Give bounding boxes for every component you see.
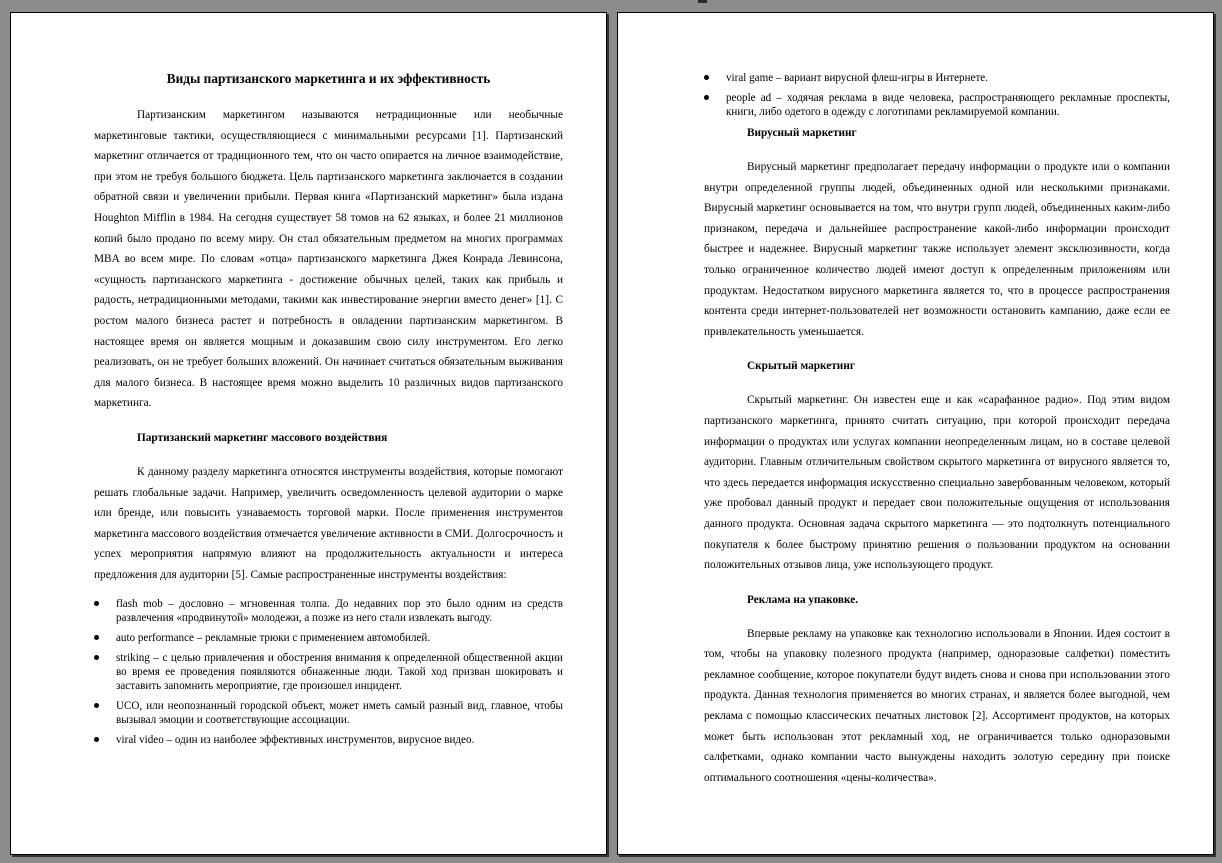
list-item-text: auto performance – рекламные трюки с применением автомобилей. [116, 632, 431, 645]
bullet-icon [704, 75, 709, 80]
list-item [94, 597, 563, 625]
bullet-icon [94, 703, 99, 708]
page-right [617, 12, 1214, 855]
list-item [94, 733, 563, 747]
list-item-text: flash mob – дословно – мгновенная толпа. До недавних пор это было одним из средств развлечения «продвинутой» молодежи, а позже из него стали извлекать выгоду. [116, 598, 563, 625]
page-right-content [618, 13, 1213, 788]
section-heading-viral: Вирусный маркетинг [747, 127, 857, 139]
viral-paragraph: Вирусный маркетинг предполагает передачу информации о продукте или о компании внутри определенной группы людей, объединенных одной или несколькими признаками. Вирусный маркетинг основывается на том, что внутри групп людей, объединенных каким-либо признаком, передача и дальнейшее распространение какой-либо информации происходит быстрее и надежнее. Вирусный маркетинг также использует элемент эксклюзивности, когда только ограниченное количество людей имеют доступ к определенным приложениям или продуктам. Недостатком вирусного маркетинга является то, что в процессе распространения контента среди интернет-пользователей нет возможности остановить кампанию, даже если ее привлекательность уменьшается. [704, 161, 1170, 338]
scroll-position-marker[interactable] [698, 0, 707, 3]
page-left [10, 12, 607, 855]
bullet-icon [94, 655, 99, 660]
list-item-text: viral game – вариант вирусной флеш-игры в Интернете. [726, 72, 988, 84]
section-heading-hidden: Скрытый маркетинг [747, 360, 855, 373]
document-title: Виды партизанского маркетинга и их эффективность [166, 71, 491, 86]
packaging-paragraph: Впервые рекламу на упаковке как технологию использовали в Японии. Идея состоит в том, чтобы на упаковку полезного продукта (например, одноразовые салфетки) поместить рекламное сообщение, которое покупатели будут видеть снова и снова при использовании этого продукта. Данная технология применяется во многих странах, и является более выгодной, чем реклама с помощью классических печатных листовок [2]. Ассортимент продуктов, на которых может быть использован этот рекламный ход, не ограничивается только одноразовыми салфетками, однако компании часто вынуждены находить золотую середину при поиске оптимального соотношения «цены-количества». [704, 627, 1170, 784]
list-item-text: striking – с целью привлечения и обострения внимания к определенной общественной акции во время ее проведения появляются обнаженные люди. Такой ход призван шокировать и заставить запомнить мероприятие, где произошел инцидент. [116, 652, 563, 693]
hidden-paragraph: Скрытый маркетинг. Он известен еще и как «сарафанное радио». Под этим видом партизанского маркетинга, принято считать ситуацию, при которой происходит передача информации о продуктах или услугах компании неопределенным лицам, но в составе целевой аудитории. Главным отличительным свойством скрытого маркетинга от вирусного является то, что здесь передается информация искусственно специально завербованным человеком, который уже пробовал данный продукт и передает свои положительные ощущения от использования данного продукта. Основная задача скрытого маркетинга — это подтолкнуть потенциального покупателя к более быстрому принятию решения о пользовании продуктом на основании положительных отзывов лица, уже использующего продукт. [704, 394, 1170, 572]
list-item-text: viral video – один из наиболее эффективных инструментов, вирусное видео. [116, 734, 475, 747]
intro-paragraph: Партизанским маркетингом называются нетрадиционные или необычные маркетинговые тактики, осуществляющиеся с минимальными ресурсами [1]. Партизанский маркетинг отличается от традиционного тем, что он часто опирается на личное взаимодействие, при этом не требуя большого бюджета. Цель партизанского маркетинга заключается в создании обратной связи и увеличении прибыли. Первая книга «Партизанский маркетинг» была издана Houghton Mifflin в 1984. На сегодня существует 58 томов на 62 языках, и более 21 миллионов копий было продано по всему миру. Он стал обязательным предметом на многих программах MBA во всем мире. По словам «отца» партизанского маркетинга Джея Конрада Левинсона, «сущность партизанского маркетинга - достижение обычных целей, таких как прибыль и радость, нетрадиционными методами, такими как инвестирование энергии вместо денег» [1]. С ростом малого бизнеса растет и потребность в овладении партизанским маркетингом. В настоящее время он является мощным и доказавшим свою силу инструментом. Его легко реализовать, он не требует больших вложений. Он начинает считаться обязательным выживания для малого бизнеса. В настоящее время можно выделить 10 различных видов партизанского маркетинга. [94, 109, 563, 410]
section-heading-mass-impact: Партизанский маркетинг массового воздействия [137, 431, 388, 444]
section-heading-packaging: Реклама на упаковке. [747, 593, 859, 606]
bullet-icon [94, 601, 99, 606]
bullet-icon [704, 95, 709, 100]
list-item-text: people ad – ходячая реклама в виде человека, распространяющего рекламные проспекты, книги, либо одетого в одежду с логотипами рекламируемой компании. [726, 92, 1170, 118]
bullet-icon [94, 635, 99, 640]
list-item [94, 631, 563, 645]
bullet-icon [94, 737, 99, 742]
list-item [704, 71, 1170, 85]
continued-tools-list [704, 71, 1170, 119]
mass-impact-paragraph: К данному разделу маркетинга относятся инструменты воздействия, которые помогают решать глобальные задачи. Например, увеличить осведомленность целевой аудитории о марке или бренде, или повысить узнаваемость торговой марки. После применения инструментов маркетинга массового воздействия отмечается увеличение активности в СМИ. Долгосрочность и успех мероприятия напрямую влияют на продолжительность актуальности и интереса предложения для аудитории [5]. Самые распространенные инструменты воздействия: [94, 465, 563, 581]
list-item [94, 699, 563, 727]
list-item-text: UCO, или неопознанный городской объект, может иметь самый разный вид, главное, чтобы вызывал эмоции и соответствующие ассоциации. [116, 700, 563, 727]
list-item [94, 651, 563, 693]
list-item [704, 91, 1170, 119]
page-left-content [11, 13, 606, 753]
mass-impact-tools-list [94, 597, 563, 747]
